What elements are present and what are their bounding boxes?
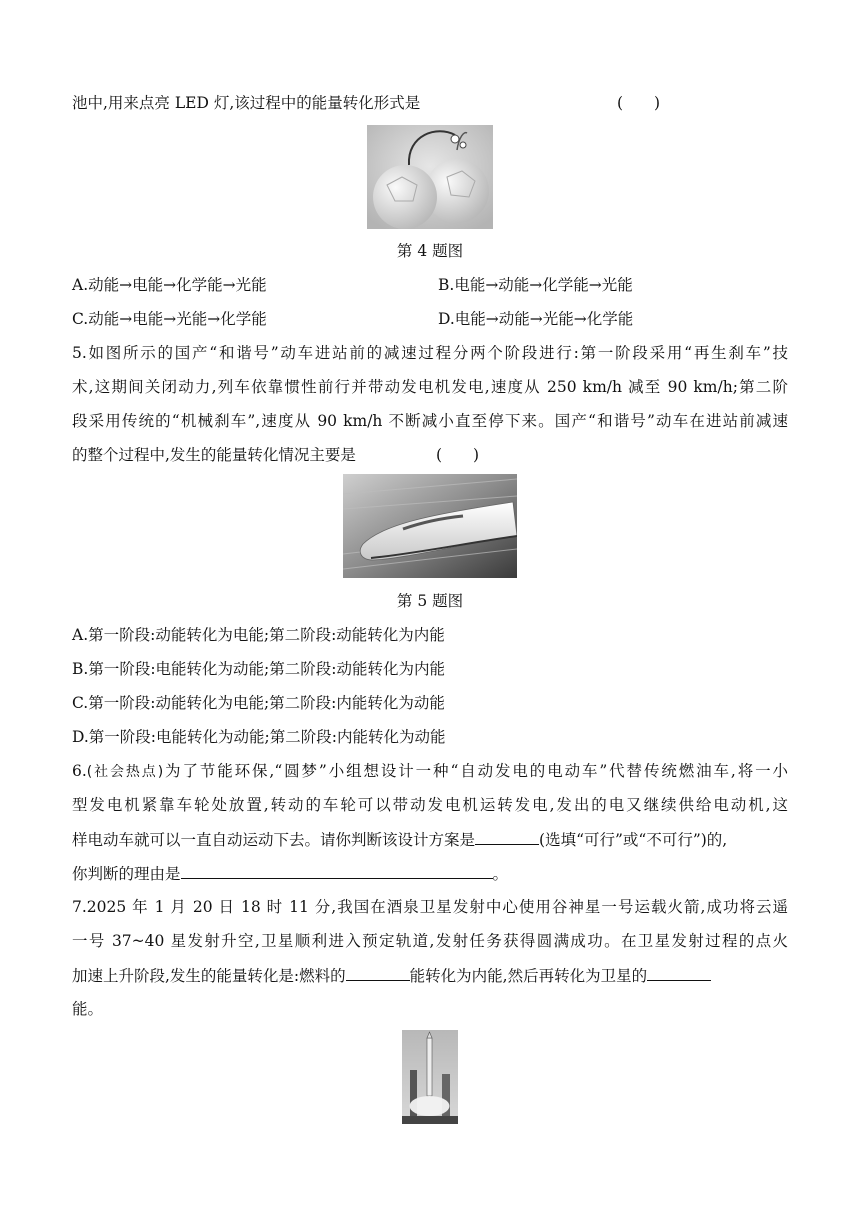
q7-line-3-text-a: 加速上升阶段,发生的能量转化是:燃料的 — [72, 967, 346, 985]
q7-stem-line-2: 一号 37~40 星发射升空,卫星顺利进入预定轨道,发射任务获得圆满成功。在卫星发射过程的点火 — [72, 932, 788, 950]
q7-stem-line-3 — [72, 964, 711, 987]
q4-figure-image — [367, 125, 493, 229]
q5-stem-line-3: 段采用传统的“机械刹车”,速度从 90 km/h 不断减小直至停下来。国产“和谐号”动车在进站前减速 — [72, 412, 788, 430]
q6-line-3-text-a: 样电动车就可以一直自动运动下去。请你判断该设计方案是 — [72, 831, 476, 849]
q5-figure-image — [343, 474, 517, 578]
q6-stem-line-1 — [72, 760, 788, 783]
q7-rocket-figure-image — [402, 1030, 458, 1124]
q4-option-d: D.电能→动能→光能→化学能 — [438, 310, 634, 328]
q5-stem-line-1: 5.如图所示的国产“和谐号”动车进站前的减速过程分两个阶段进行:第一阶段采用“再生刹车”技 — [72, 344, 788, 362]
q6-line-3-text-b: (选填“可行”或“不可行”)的, — [539, 831, 728, 849]
q5-figure-caption: 第 5 题图 — [396, 592, 464, 610]
q6-feasibility-blank[interactable] — [475, 828, 539, 845]
q6-number: 6. — [72, 762, 87, 780]
q6-stem-line-1-text: 为了节能环保,“圆梦”小组想设计一种“自动发电的电动车”代替传统燃油车,将一小 — [163, 762, 788, 780]
q4-answer-paren: ( ) — [617, 94, 661, 112]
q5-answer-paren: ( ) — [436, 446, 480, 464]
q6-line-4-text-a: 你判断的理由是 — [72, 865, 181, 883]
q5-option-b: B.第一阶段:电能转化为动能;第二阶段:动能转化为内能 — [72, 660, 445, 678]
q5-stem-line-2: 术,这期间关闭动力,列车依靠惯性前行并带动发电机发电,速度从 250 km/h 减至 90 km/h;第二阶 — [72, 378, 788, 396]
q6-stem-line-2: 型发电机紧靠车轮处放置,转动的车轮可以带动发电机运转发电,发出的电又继续供给电动机,这 — [72, 796, 788, 814]
q4-figure-caption: 第 4 题图 — [396, 242, 464, 260]
q4-option-a: A.动能→电能→化学能→光能 — [72, 276, 267, 294]
q5-option-a: A.第一阶段:动能转化为电能;第二阶段:动能转化为内能 — [72, 626, 445, 644]
q7-satellite-energy-blank[interactable] — [647, 964, 711, 981]
q6-reason-blank[interactable] — [181, 862, 493, 879]
q7-fuel-energy-blank[interactable] — [346, 964, 410, 981]
q7-line-3-text-b: 能转化为内能,然后再转化为卫星的 — [409, 967, 648, 985]
q4-stem-tail: 池中,用来点亮 LED 灯,该过程中的能量转化形式是 — [72, 94, 421, 112]
q4-option-b: B.电能→动能→化学能→光能 — [438, 276, 633, 294]
q7-stem-line-1: 7.2025 年 1 月 20 日 18 时 11 分,我国在酒泉卫星发射中心使用谷神星一号运载火箭,成功将云遥 — [72, 898, 788, 916]
q5-option-c: C.第一阶段:动能转化为电能;第二阶段:内能转化为动能 — [72, 694, 445, 712]
q6-stem-line-4 — [72, 862, 508, 885]
q6-stem-line-3 — [72, 828, 727, 851]
q6-line-4-text-b: 。 — [492, 865, 509, 883]
q4-option-c: C.动能→电能→光能→化学能 — [72, 310, 267, 328]
q7-stem-line-4: 能。 — [72, 1000, 104, 1018]
q5-stem-line-4: 的整个过程中,发生的能量转化情况主要是 — [72, 446, 356, 464]
q5-option-d: D.第一阶段:电能转化为动能;第二阶段:内能转化为动能 — [72, 728, 446, 746]
q6-hot-topic-tag: (社会热点) — [86, 764, 164, 780]
